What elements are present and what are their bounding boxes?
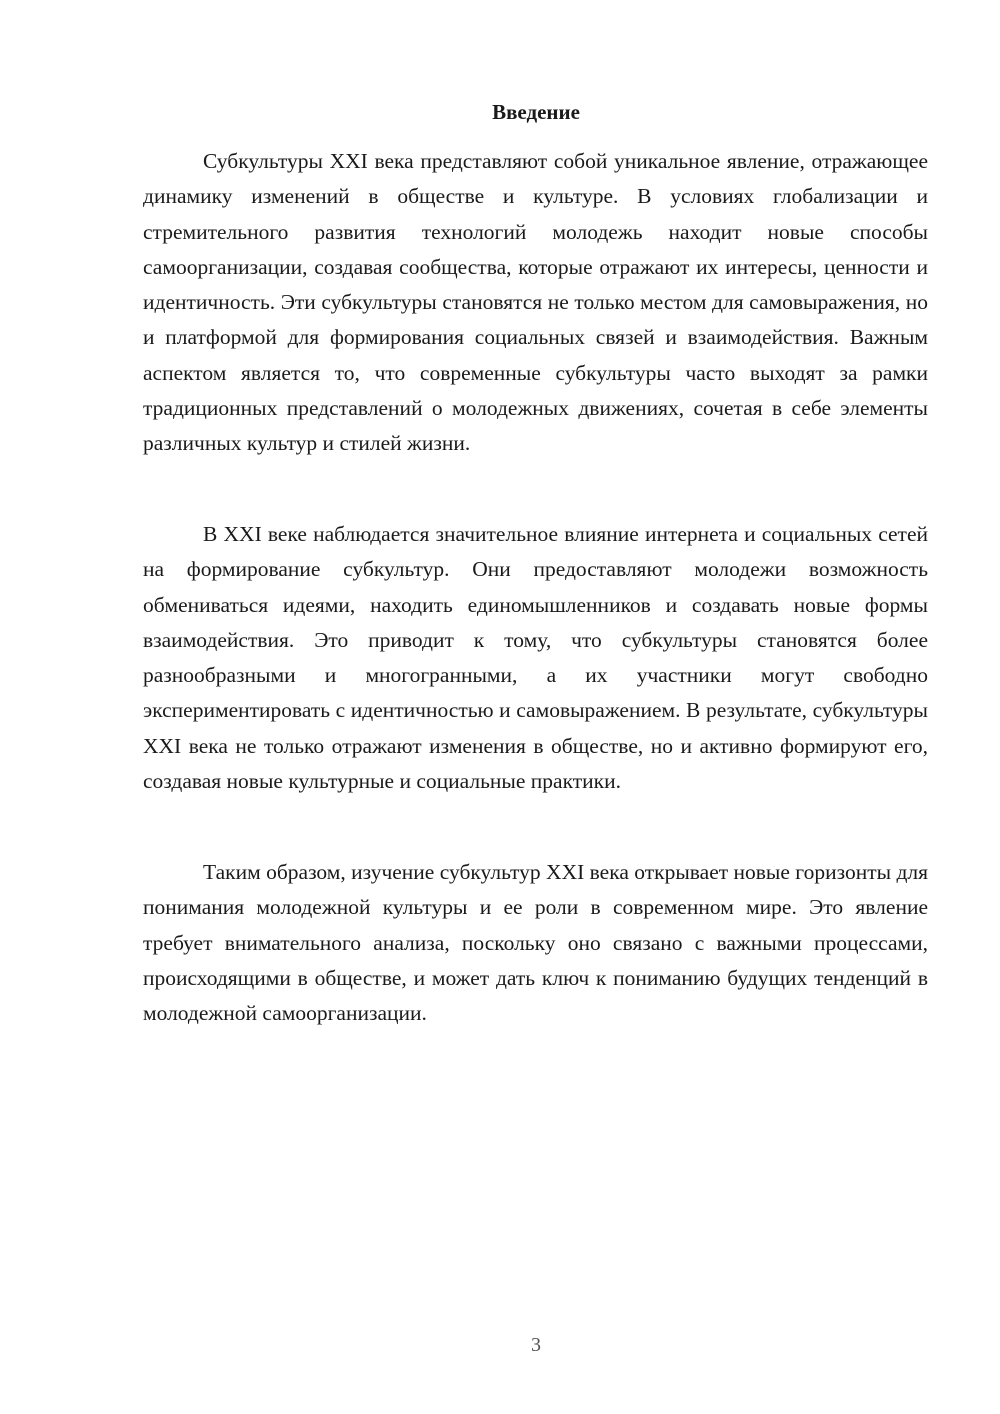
paragraph-1: Субкультуры XXI века представляют собой уникальное явление, отражающее динамику изменений в обществе и культуре. В условиях глобализации и стремительного развития технологий молодежь находит новые способы самоорганизации, создавая сообщества, которые отражают их интересы, ценности и идентичность. Эти субкультуры становятся не только местом для самовыражения, но и платформой для формирования социальных связей и взаимодействия. Важным аспектом является то, что современные субкультуры часто выходят за рамки традиционных представлений о молодежных движениях, сочетая в себе элементы различных культур и стилей жизни. [143, 149, 928, 456]
page-title: Введение [492, 100, 580, 124]
paragraph-3: Таким образом, изучение субкультур XXI века открывает новые горизонты для понимания молодежной культуры и ее роли в современном мире. Это явление требует внимательного анализа, поскольку оно связано с важными процессами, происходящими в обществе, и может дать ключ к пониманию будущих тенденций в молодежной самоорганизации. [143, 860, 928, 1026]
paragraph-2: В XXI веке наблюдается значительное влияние интернета и социальных сетей на формирование субкультур. Они предоставляют молодежи возможность обмениваться идеями, находить единомышленников и создавать новые формы взаимодействия. Это приводит к тому, что субкультуры становятся более разнообразными и многогранными, а их участники могут свободно экспериментировать с идентичностью и самовыражением. В результате, субкультуры XXI века не только отражают изменения в обществе, но и активно формируют его, создавая новые культурные и социальные практики. [143, 522, 928, 794]
page-number: 3 [531, 1334, 541, 1356]
